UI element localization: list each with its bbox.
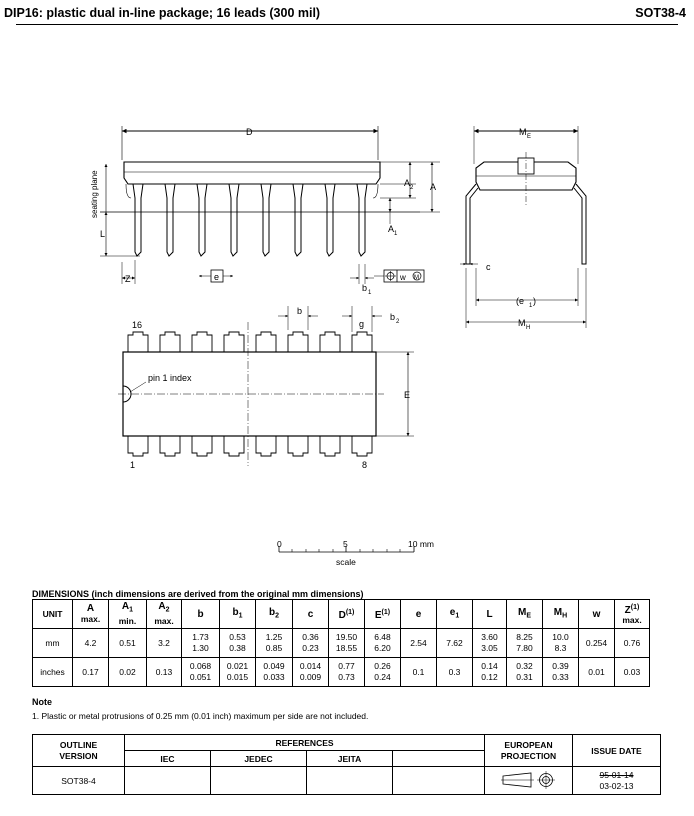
dimension-cell: 0.17: [73, 658, 109, 687]
header-cell: $M_E$: [507, 600, 543, 629]
issue-date-header: ISSUE DATE: [573, 735, 661, 767]
dimension-cell: 3.60 3.05: [473, 629, 507, 658]
dimension-cell: 0.77 0.73: [329, 658, 365, 687]
blank-header: [393, 751, 485, 767]
header-cell: $A_1$ min.: [109, 600, 147, 629]
label-A1: A: [388, 224, 395, 234]
dimension-cell: 0.01: [579, 658, 615, 687]
dimension-cell: 0.36 0.23: [293, 629, 329, 658]
label-c: c: [486, 262, 491, 272]
references-header: REFERENCES: [125, 735, 485, 751]
dimension-cell: 0.14 0.12: [473, 658, 507, 687]
header-cell: $E^{(1)}$: [365, 600, 401, 629]
dimension-cell: 19.50 18.55: [329, 629, 365, 658]
header-cell: w: [579, 600, 615, 629]
label-g: g: [359, 319, 365, 329]
header-cell: $b_2$: [256, 600, 293, 629]
label-pin8: 8: [362, 460, 368, 470]
label-pin16: 16: [132, 320, 143, 330]
label-M: M: [414, 275, 419, 281]
label-A2-sub: 2: [410, 185, 414, 191]
label-D: D: [246, 127, 253, 137]
label-MH: M: [518, 318, 526, 328]
dimension-cell: 6.48 6.20: [365, 629, 401, 658]
label-e1-close: ): [533, 296, 536, 306]
label-A2: A: [404, 178, 411, 188]
issue-date-values: [573, 767, 661, 795]
header-cell: b: [182, 600, 220, 629]
dimension-cell: 3.2: [147, 629, 182, 658]
dimension-cell: 0.021 0.015: [220, 658, 256, 687]
header-cell: UNIT: [33, 600, 73, 629]
label-e: e: [214, 272, 220, 282]
dimension-cell: 0.26 0.24: [365, 658, 401, 687]
header-cell: L: [473, 600, 507, 629]
dimension-cell: 0.02: [109, 658, 147, 687]
dimension-cell: 2.54: [401, 629, 437, 658]
label-L: L: [100, 229, 106, 239]
header-cell: $A_2$ max.: [147, 600, 182, 629]
jeita-value: [307, 767, 393, 795]
label-A: A: [430, 182, 437, 192]
side-view: [100, 126, 440, 284]
jedec-value: [211, 767, 307, 795]
label-b2: b: [390, 312, 396, 322]
dimension-cell: 0.39 0.33: [543, 658, 579, 687]
note-text: 1. Plastic or metal protrusions of 0.25 mm (0.01 inch) maximum per side are not included.: [32, 711, 369, 721]
header-cell: $Z^{(1)}$ max.: [615, 600, 650, 629]
dimension-cell: 0.51: [109, 629, 147, 658]
label-b1: b: [362, 283, 368, 293]
dimensions-header-row: [33, 600, 650, 629]
label-A1-sub: 1: [394, 231, 398, 237]
dimension-cell: 1.73 1.30: [182, 629, 220, 658]
dimension-cell: 0.254: [579, 629, 615, 658]
package-outline-drawing: [0, 26, 694, 576]
dimension-cell: 0.014 0.009: [293, 658, 329, 687]
label-e1-sub: 1: [529, 303, 533, 309]
label-seating-plane: seating plane: [90, 170, 99, 218]
label-w: w: [400, 273, 406, 282]
issue-date-old: 95-01-14: [599, 769, 634, 780]
dimension-cell: 0.1: [401, 658, 437, 687]
header-rule: [16, 24, 678, 25]
blank-value: [393, 767, 485, 795]
dimensions-row: [33, 629, 650, 658]
dimension-cell: 0.13: [147, 658, 182, 687]
jeita-header: JEITA: [307, 751, 393, 767]
dimension-cell: 0.068 0.051: [182, 658, 220, 687]
header-cell: $e_1$: [437, 600, 473, 629]
jedec-header: JEDEC: [211, 751, 307, 767]
dimension-cell: 10.0 8.3: [543, 629, 579, 658]
header-cell: $M_H$: [543, 600, 579, 629]
issue-date-new: 03-02-13: [599, 780, 634, 791]
label-pin1: 1: [130, 460, 136, 470]
scale-tick-5: 5: [343, 539, 348, 549]
header-cell: e: [401, 600, 437, 629]
dimension-cell: 0.32 0.31: [507, 658, 543, 687]
projection-symbol: [485, 767, 573, 795]
dimensions-title: DIMENSIONS (inch dimensions are derived from the original mm dimensions): [32, 589, 364, 599]
top-view: [118, 306, 414, 466]
iec-value: [125, 767, 211, 795]
scale-label: scale: [336, 557, 356, 567]
unit-cell: inches: [33, 658, 73, 687]
outline-table: [32, 734, 661, 795]
dimension-cell: 0.53 0.38: [220, 629, 256, 658]
dimension-cell: 0.049 0.033: [256, 658, 293, 687]
dimensions-table: [32, 599, 650, 687]
label-ME-sub: E: [527, 134, 532, 140]
european-projection-header: EUROPEAN PROJECTION: [485, 735, 573, 767]
label-Z: Z: [125, 274, 131, 284]
label-b: b: [297, 306, 303, 316]
label-E: E: [404, 390, 411, 400]
scale-tick-0: 0: [277, 539, 282, 549]
dimension-cell: 7.62: [437, 629, 473, 658]
third-angle-projection-icon: [501, 770, 557, 790]
dimension-cell: 0.3: [437, 658, 473, 687]
label-MH-sub: H: [526, 325, 531, 331]
header-cell: $b_1$: [220, 600, 256, 629]
outline-version-value: SOT38-4: [33, 767, 125, 795]
label-e1: (e: [516, 296, 525, 306]
label-ME: M: [519, 127, 527, 137]
label-b1-sub: 1: [368, 290, 372, 296]
header-cell: $D^{(1)}$: [329, 600, 365, 629]
dimension-cell: 1.25 0.85: [256, 629, 293, 658]
dimension-cell: 8.25 7.80: [507, 629, 543, 658]
label-b2-sub: 2: [396, 319, 400, 325]
dimension-cell: 0.76: [615, 629, 650, 658]
page-title: DIP16: plastic dual in-line package; 16 leads (300 mil): [4, 6, 321, 20]
dimension-cell: 4.2: [73, 629, 109, 658]
note-heading: Note: [32, 697, 52, 707]
dimensions-row: [33, 658, 650, 687]
dimension-cell: 0.03: [615, 658, 650, 687]
header-cell: c: [293, 600, 329, 629]
iec-header: IEC: [125, 751, 211, 767]
label-pin1-index: pin 1 index: [148, 373, 192, 383]
unit-cell: mm: [33, 629, 73, 658]
header-cell: A max.: [73, 600, 109, 629]
package-code: SOT38-4: [635, 6, 686, 20]
scale-labels: [277, 539, 434, 567]
outline-version-header: OUTLINE VERSION: [33, 735, 125, 767]
scale-tick-10: 10 mm: [408, 539, 434, 549]
